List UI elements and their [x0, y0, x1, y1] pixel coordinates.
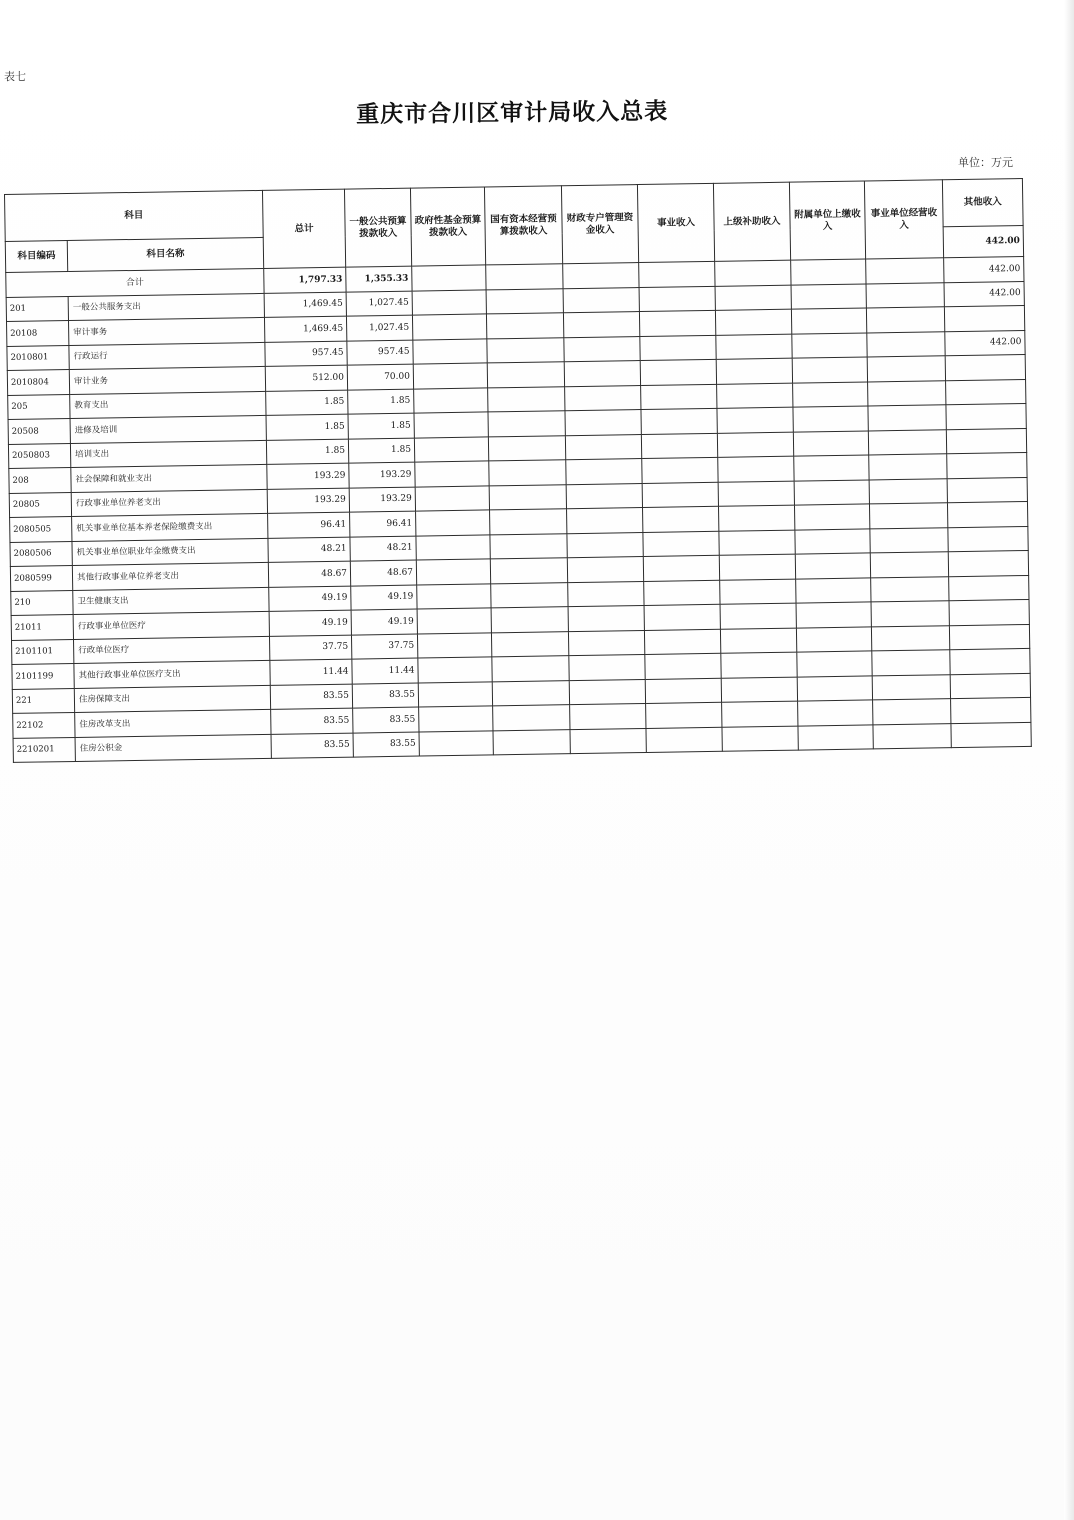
- row-subsidy: [718, 505, 794, 531]
- row-state-capital: [490, 533, 567, 559]
- row-general: 1,027.45: [346, 291, 412, 317]
- row-operating: [871, 625, 949, 651]
- row-subsidy: [717, 432, 793, 458]
- row-other: [945, 354, 1025, 380]
- row-special-fund: [570, 728, 646, 754]
- row-name: 审计事务: [68, 317, 264, 345]
- row-gov-fund: [417, 608, 491, 634]
- header-gov-fund: 政府性基金预算拨款收入: [410, 187, 485, 266]
- row-state-capital: [490, 558, 567, 584]
- row-gov-fund: [413, 363, 487, 389]
- row-name: 住房公积金: [75, 734, 271, 762]
- row-total: 83.55: [270, 684, 352, 710]
- row-subsidy: [721, 677, 797, 703]
- row-operating: [866, 307, 944, 333]
- row-state-capital: [491, 631, 568, 657]
- row-business: [646, 702, 722, 728]
- row-name: 审计业务: [69, 366, 265, 394]
- row-total: 1.85: [266, 390, 348, 416]
- row-operating: [869, 478, 947, 504]
- unit-label: 单位：万元: [958, 156, 1013, 169]
- header-special-fund: 财政专户管理资金收入: [561, 185, 638, 264]
- row-other: [948, 526, 1028, 552]
- row-business: [645, 678, 721, 704]
- row-subsidy: [720, 628, 796, 654]
- row-gov-fund: [416, 559, 490, 585]
- row-subsidy: [719, 530, 795, 556]
- row-code: 2080505: [10, 516, 72, 541]
- header-subsidy-income: 上级补助收入: [713, 182, 790, 261]
- row-business: [643, 555, 719, 581]
- row-name: 一般公共服务支出: [68, 293, 264, 321]
- row-total: 49.19: [269, 586, 351, 612]
- row-operating: [868, 429, 946, 455]
- row-gov-fund: [417, 632, 491, 658]
- row-operating: [870, 552, 948, 578]
- row-state-capital: [489, 484, 566, 510]
- row-code: 2080599: [10, 565, 72, 590]
- row-affiliated: [797, 675, 872, 701]
- row-affiliated: [797, 651, 872, 677]
- row-state-capital: [486, 288, 563, 314]
- row-gov-fund: [417, 583, 491, 609]
- row-gov-fund: [419, 730, 493, 756]
- row-operating: [871, 576, 949, 602]
- row-general: 193.29: [349, 487, 415, 513]
- row-business: [644, 580, 720, 606]
- header-operating-income: 事业单位经营收入: [864, 180, 943, 259]
- income-summary-table: [4, 178, 1032, 763]
- row-state-capital: [487, 337, 564, 363]
- row-state-capital: [492, 656, 569, 682]
- row-general: 83.55: [352, 683, 418, 709]
- row-business: [641, 433, 717, 459]
- row-operating: [871, 601, 949, 627]
- row-other: 442.00: [945, 330, 1025, 356]
- row-general: 1,027.45: [346, 315, 412, 341]
- row-special-fund: [570, 703, 646, 729]
- row-code: 201: [6, 296, 68, 321]
- row-affiliated: [791, 283, 866, 309]
- row-business: [640, 359, 716, 385]
- summary-other: 442.00: [944, 256, 1024, 282]
- row-other: [949, 599, 1029, 625]
- row-subsidy: [719, 554, 795, 580]
- row-subsidy: [715, 309, 791, 335]
- row-code: 22102: [13, 712, 75, 737]
- row-subsidy: [722, 726, 798, 752]
- row-code: 20108: [7, 321, 69, 346]
- summary-subsidy: [715, 260, 791, 286]
- row-special-fund: [568, 581, 644, 607]
- row-code: 20805: [9, 492, 71, 517]
- row-other: 442.00: [944, 281, 1024, 307]
- row-general: 1.85: [348, 389, 414, 415]
- row-general: 193.29: [349, 462, 415, 488]
- row-affiliated: [793, 430, 868, 456]
- row-code: 208: [9, 467, 71, 492]
- row-subsidy: [717, 407, 793, 433]
- row-name: 培训支出: [70, 440, 266, 468]
- page-edge-shadow: [1064, 0, 1074, 1520]
- row-name: 行政事业单位医疗: [73, 611, 269, 639]
- row-name: 其他行政事业单位养老支出: [72, 562, 268, 590]
- row-operating: [873, 699, 951, 725]
- row-state-capital: [492, 680, 569, 706]
- row-affiliated: [796, 577, 871, 603]
- row-total: 1,469.45: [264, 292, 346, 318]
- row-general: 957.45: [347, 340, 413, 366]
- header-other-value: 442.00: [943, 225, 1023, 257]
- row-state-capital: [488, 411, 565, 437]
- row-state-capital: [493, 705, 570, 731]
- row-state-capital: [487, 362, 564, 388]
- row-business: [643, 506, 719, 532]
- row-business: [644, 604, 720, 630]
- row-affiliated: [798, 724, 873, 750]
- summary-gov-fund: [412, 265, 486, 291]
- summary-state-capital: [486, 264, 563, 290]
- row-name: 机关事业单位职业年金缴费支出: [72, 538, 268, 566]
- row-subsidy: [722, 701, 798, 727]
- row-subsidy: [720, 579, 796, 605]
- row-state-capital: [486, 313, 563, 339]
- row-other: [946, 379, 1026, 405]
- row-operating: [869, 503, 947, 529]
- row-gov-fund: [412, 314, 486, 340]
- row-code: 20508: [8, 418, 70, 443]
- row-special-fund: [566, 483, 642, 509]
- row-code: 2050803: [8, 443, 70, 468]
- row-code: 2080506: [10, 541, 72, 566]
- header-business-income: 事业收入: [637, 183, 714, 262]
- row-subsidy: [720, 603, 796, 629]
- row-operating: [867, 356, 945, 382]
- row-subsidy: [715, 285, 791, 311]
- row-general: 11.44: [352, 658, 418, 684]
- row-code: 221: [12, 688, 74, 713]
- row-total: 193.29: [267, 488, 349, 514]
- row-operating: [867, 331, 945, 357]
- row-special-fund: [567, 508, 643, 534]
- row-business: [639, 286, 715, 312]
- summary-operating: [866, 258, 944, 284]
- row-subsidy: [716, 358, 792, 384]
- row-operating: [869, 454, 947, 480]
- row-state-capital: [491, 582, 568, 608]
- row-state-capital: [490, 509, 567, 535]
- row-other: [947, 477, 1027, 503]
- row-total: 83.55: [271, 708, 353, 734]
- row-general: 48.21: [350, 536, 416, 562]
- row-total: 48.67: [268, 561, 350, 587]
- row-business: [644, 629, 720, 655]
- row-gov-fund: [415, 485, 489, 511]
- row-other: [946, 428, 1026, 454]
- row-business: [645, 653, 721, 679]
- row-total: 193.29: [267, 463, 349, 489]
- row-special-fund: [569, 679, 645, 705]
- row-other: [951, 722, 1031, 748]
- row-special-fund: [563, 287, 639, 313]
- row-operating: [870, 527, 948, 553]
- row-subsidy: [718, 481, 794, 507]
- row-other: [951, 697, 1031, 723]
- row-state-capital: [493, 729, 570, 755]
- row-total: 49.19: [269, 610, 351, 636]
- row-name: 其他行政事业单位医疗支出: [74, 660, 270, 688]
- row-operating: [872, 674, 950, 700]
- row-special-fund: [564, 361, 640, 387]
- row-other: [944, 305, 1024, 331]
- row-gov-fund: [414, 387, 488, 413]
- row-affiliated: [794, 504, 869, 530]
- row-name: 教育支出: [70, 391, 266, 419]
- row-special-fund: [566, 459, 642, 485]
- row-other: [948, 550, 1028, 576]
- row-special-fund: [567, 557, 643, 583]
- row-subsidy: [716, 334, 792, 360]
- row-code: 2101101: [12, 639, 74, 664]
- summary-affiliated: [791, 259, 866, 285]
- row-total: 96.41: [268, 512, 350, 538]
- row-affiliated: [794, 455, 869, 481]
- row-business: [642, 457, 718, 483]
- row-general: 83.55: [353, 732, 419, 758]
- row-state-capital: [489, 460, 566, 486]
- row-affiliated: [795, 553, 870, 579]
- row-business: [640, 335, 716, 361]
- row-total: 957.45: [265, 341, 347, 367]
- row-operating: [873, 723, 951, 749]
- row-other: [947, 452, 1027, 478]
- row-name: 行政运行: [69, 342, 265, 370]
- row-general: 1.85: [348, 438, 414, 464]
- row-affiliated: [793, 406, 868, 432]
- row-total: 1.85: [266, 439, 348, 465]
- row-code: 2010801: [7, 345, 69, 370]
- row-affiliated: [791, 308, 866, 334]
- row-total: 83.55: [271, 733, 353, 759]
- row-total: 11.44: [270, 659, 352, 685]
- summary-special-fund: [563, 263, 639, 289]
- row-code: 2010804: [7, 369, 69, 394]
- row-general: 70.00: [347, 364, 413, 390]
- row-general: 96.41: [350, 511, 416, 537]
- row-affiliated: [795, 528, 870, 554]
- summary-label: 合计: [6, 268, 264, 297]
- row-general: 37.75: [351, 634, 417, 660]
- row-total: 1,469.45: [264, 316, 346, 342]
- row-general: 1.85: [348, 413, 414, 439]
- row-general: 49.19: [351, 585, 417, 611]
- summary-business: [639, 261, 715, 287]
- row-gov-fund: [416, 510, 490, 536]
- row-general: 48.67: [350, 560, 416, 586]
- row-affiliated: [798, 700, 873, 726]
- header-other-income: 其他收入: [942, 179, 1023, 227]
- row-business: [643, 531, 719, 557]
- row-name: 卫生健康支出: [73, 587, 269, 615]
- header-subject-name: 科目名称: [67, 237, 263, 271]
- table-body: [6, 256, 1032, 762]
- row-special-fund: [565, 410, 641, 436]
- row-other: [949, 575, 1029, 601]
- header-state-capital: 国有资本经营预算拨款收入: [484, 186, 562, 265]
- row-gov-fund: [412, 289, 486, 315]
- row-operating: [872, 650, 950, 676]
- summary-general: 1,355.33: [346, 266, 412, 292]
- row-gov-fund: [414, 412, 488, 438]
- row-operating: [868, 380, 946, 406]
- row-gov-fund: [418, 681, 492, 707]
- page-title: 重庆市合川区审计局收入总表: [356, 97, 669, 128]
- row-name: 行政单位医疗: [73, 636, 269, 664]
- row-total: 48.21: [268, 537, 350, 563]
- header-subject-code: 科目编码: [5, 241, 67, 273]
- row-total: 1.85: [266, 414, 348, 440]
- header-general-budget: 一般公共预算拨款收入: [344, 188, 411, 267]
- row-affiliated: [796, 626, 871, 652]
- row-gov-fund: [414, 436, 488, 462]
- row-operating: [866, 282, 944, 308]
- row-affiliated: [794, 479, 869, 505]
- row-other: [947, 501, 1027, 527]
- row-special-fund: [568, 605, 644, 631]
- row-name: 机关事业单位基本养老保险缴费支出: [72, 513, 268, 541]
- header-row-top: [5, 179, 1024, 242]
- row-name: 住房改革支出: [75, 709, 271, 737]
- income-table-wrapper: [4, 178, 1032, 763]
- row-other: [949, 624, 1029, 650]
- row-state-capital: [491, 607, 568, 633]
- row-name: 行政事业单位养老支出: [71, 489, 267, 517]
- row-subsidy: [721, 652, 797, 678]
- row-code: 2101199: [12, 663, 74, 688]
- row-general: 83.55: [353, 707, 419, 733]
- row-affiliated: [792, 357, 867, 383]
- row-other: [950, 673, 1030, 699]
- row-gov-fund: [416, 534, 490, 560]
- row-subsidy: [717, 383, 793, 409]
- row-name: 社会保障和就业支出: [71, 464, 267, 492]
- row-state-capital: [488, 435, 565, 461]
- row-code: 21011: [11, 614, 73, 639]
- row-subsidy: [718, 456, 794, 482]
- row-gov-fund: [415, 461, 489, 487]
- row-business: [642, 482, 718, 508]
- row-business: [646, 727, 722, 753]
- row-special-fund: [565, 385, 641, 411]
- row-other: [950, 648, 1030, 674]
- header-subject: 科目: [5, 190, 264, 241]
- row-gov-fund: [418, 657, 492, 683]
- header-total: 总计: [262, 189, 345, 268]
- row-special-fund: [564, 336, 640, 362]
- row-operating: [868, 405, 946, 431]
- row-name: 住房保障支出: [74, 685, 270, 713]
- row-state-capital: [488, 386, 565, 412]
- row-special-fund: [568, 630, 644, 656]
- row-special-fund: [563, 312, 639, 338]
- header-affiliated-income: 附属单位上缴收入: [789, 181, 865, 260]
- summary-total: 1,797.33: [264, 267, 346, 293]
- row-affiliated: [796, 602, 871, 628]
- row-name: 进修及培训: [70, 415, 266, 443]
- table-number-label: 表七: [4, 70, 26, 83]
- row-gov-fund: [419, 706, 493, 732]
- row-general: 49.19: [351, 609, 417, 635]
- row-code: 205: [8, 394, 70, 419]
- row-total: 512.00: [265, 365, 347, 391]
- row-affiliated: [792, 332, 867, 358]
- row-code: 210: [11, 590, 73, 615]
- row-special-fund: [567, 532, 643, 558]
- row-business: [641, 384, 717, 410]
- row-affiliated: [793, 381, 868, 407]
- row-special-fund: [569, 654, 645, 680]
- row-special-fund: [565, 434, 641, 460]
- row-total: 37.75: [269, 635, 351, 661]
- row-business: [641, 408, 717, 434]
- row-other: [946, 403, 1026, 429]
- row-gov-fund: [413, 338, 487, 364]
- row-business: [639, 310, 715, 336]
- row-code: 2210201: [13, 737, 75, 762]
